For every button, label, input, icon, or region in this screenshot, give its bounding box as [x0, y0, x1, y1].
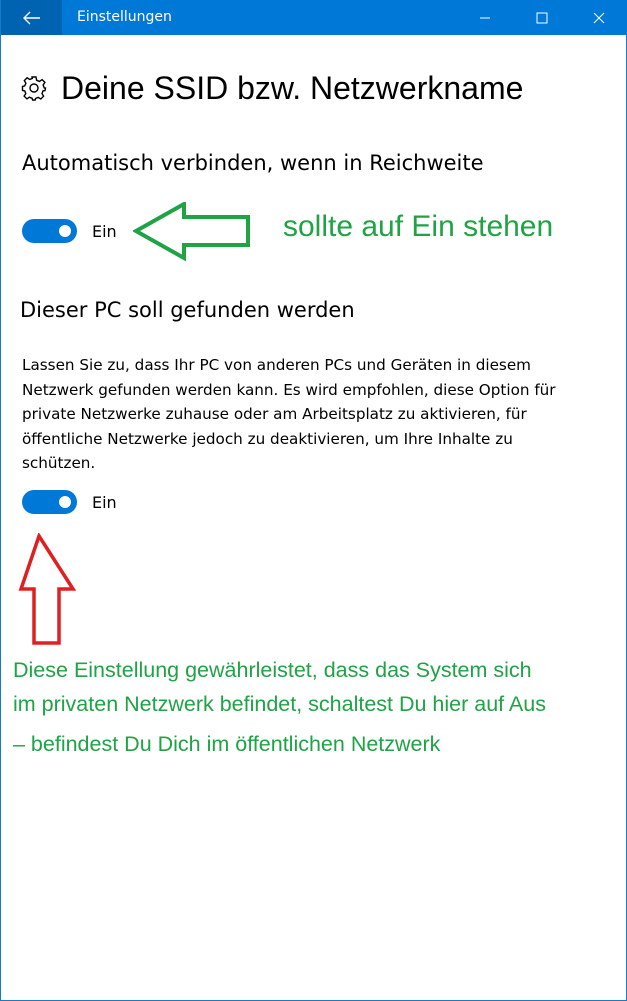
auto-connect-toggle-label: Ein	[92, 222, 117, 241]
annotation-note-bottom	[13, 653, 613, 761]
toggle-knob	[59, 496, 71, 508]
discoverable-toggle-label: Ein	[92, 493, 117, 512]
discoverable-heading: Dieser PC soll gefunden werden	[20, 298, 355, 322]
close-button[interactable]	[570, 0, 627, 35]
back-button[interactable]	[1, 0, 62, 35]
close-icon	[593, 12, 605, 24]
discoverable-toggle[interactable]	[22, 490, 77, 514]
discoverable-description: Lassen Sie zu, dass Ihr PC von anderen PCs und Geräten in diesem Netzwerk gefunden werden kann. Es wird empfohlen, diese Option für private Netzwerke zuhause oder am Arbeitsplatz zu aktivieren, für öffentliche Netzwerke jedoch zu deaktivieren, um Ihre Inhalte zu schützen.	[22, 356, 556, 472]
gear-icon	[21, 75, 47, 101]
green-arrow-annotation	[133, 202, 253, 262]
auto-connect-toggle[interactable]	[22, 219, 77, 243]
maximize-button[interactable]	[513, 0, 571, 35]
annotation-line: Diese Einstellung gewährleistet, dass das System sich	[13, 658, 532, 682]
red-arrow-annotation	[18, 533, 76, 646]
title-bar	[1, 0, 627, 35]
maximize-icon	[536, 12, 548, 24]
page-title: Deine SSID bzw. Netzwerkname	[61, 69, 524, 106]
auto-connect-heading: Automatisch verbinden, wenn in Reichweite	[22, 151, 484, 175]
back-arrow-icon	[23, 11, 41, 25]
minimize-icon	[479, 12, 491, 24]
page-heading	[21, 66, 523, 110]
toggle-knob	[59, 225, 71, 237]
window-title: Einstellungen	[77, 9, 172, 25]
minimize-button[interactable]	[456, 0, 514, 35]
annotation-line: im privaten Netzwerk befindet, schaltest Du hier auf Aus	[13, 692, 546, 716]
annotation-line: – befindest Du Dich im öffentlichen Netzwerk	[13, 732, 441, 756]
annotation-note-top: sollte auf Ein stehen	[283, 210, 554, 243]
